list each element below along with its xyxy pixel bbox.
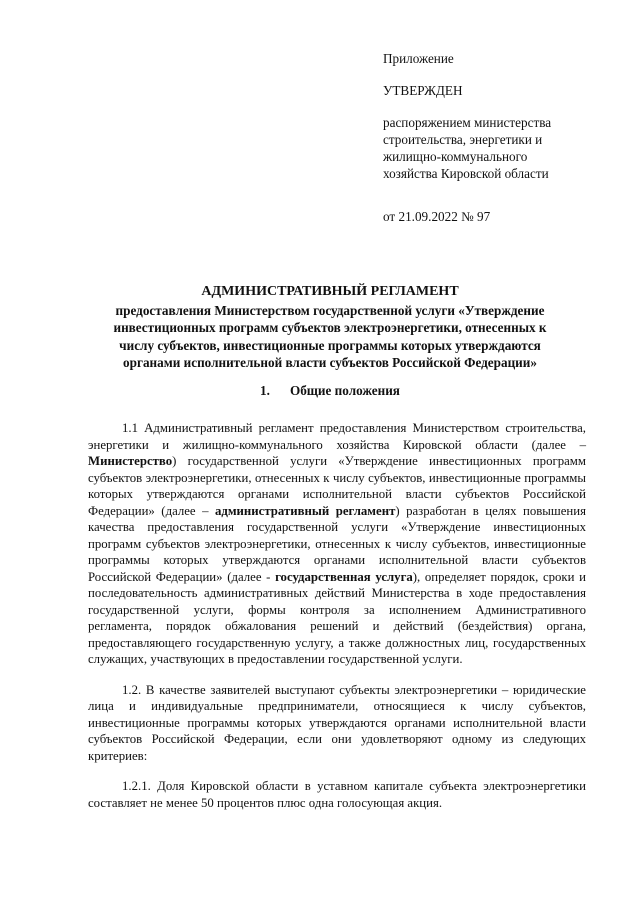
title-main: АДМИНИСТРАТИВНЫЙ РЕГЛАМЕНТ (201, 284, 459, 299)
defined-term: государственная услуга (275, 569, 413, 584)
document-body (88, 420, 586, 811)
approved-by-line: строительства, энергетики и (383, 132, 543, 147)
title-line: предоставления Министерством государственной услуги «Утверждение (115, 302, 545, 318)
text-run: ) государственной услуги «Утверждение инвестиционных программ субъектов электроэнергетики, отнесенных к числу субъектов, инвестиционные программы которых утверждаются органами исполнительной власти субъектов Российской Федерации» (далее – (88, 454, 586, 518)
text-run: ), определяет порядок, сроки и последовательность административных действий Министерства в ходе предоставления государственной услуги, формы контроля за исполнением Административного регламента, порядок обжалования решений и действий (бездействия) органа, предоставляющего государственную услугу, а также должностных лиц, государственных служащих, участвующих в предоставлении государственной услуги. (88, 569, 586, 666)
defined-term: административный регламент (214, 503, 396, 518)
approval-block (383, 50, 623, 225)
text-run: 1.1 Административный регламент предоставления Министерством строительства, энергетики и жилищно-коммунального хозяйства Кировской области (далее – (88, 421, 586, 452)
section-heading (60, 383, 600, 399)
approved-by-line: жилищно-коммунального (383, 149, 528, 164)
document-title (60, 283, 600, 372)
approved-by (383, 114, 623, 182)
section-number: 1. (260, 383, 270, 398)
text-run: ) разработан в целях повышения качества предоставления государственной услуги «Утверждение инвестиционных программ субъектов электроэнергетики, отнесенных к числу субъектов, инвестиционные программы которых утверждаются органами исполнительной власти субъектов Российской Федерации» (далее - (88, 503, 586, 584)
order-date-number: от 21.09.2022 № 97 (383, 209, 491, 224)
paragraph-1-2-1: 1.2.1. Доля Кировской области в уставном капитале субъекта электроэнергетики составляет не менее 50 процентов плюс одна голосующая акция. (88, 779, 586, 810)
section-title: Общие положения (289, 383, 400, 398)
title-line: органами исполнительной власти субъектов Российской Федерации» (123, 355, 537, 370)
approved-label: УТВЕРЖДЕН (383, 83, 463, 98)
appendix-label: Приложение (383, 51, 454, 66)
title-line: числу субъектов, инвестиционные программы которых утверждаются (119, 337, 541, 353)
approved-by-line: распоряжением министерства (383, 115, 552, 130)
approved-by-line: хозяйства Кировской области (383, 166, 549, 181)
title-line: инвестиционных программ субъектов электроэнергетики, отнесенных к (113, 320, 547, 335)
paragraph-1-1 (88, 420, 586, 668)
paragraph-1-2: 1.2. В качестве заявителей выступают субъекты электроэнергетики – юридические лица и индивидуальные предприниматели, относящиеся к числу субъектов, инвестиционные программы которых утверждаются органами исполнительной власти субъектов Российской Федерации, если они удовлетворяют одному из следующих критериев: (88, 682, 586, 763)
defined-term: Министерство (88, 454, 173, 468)
